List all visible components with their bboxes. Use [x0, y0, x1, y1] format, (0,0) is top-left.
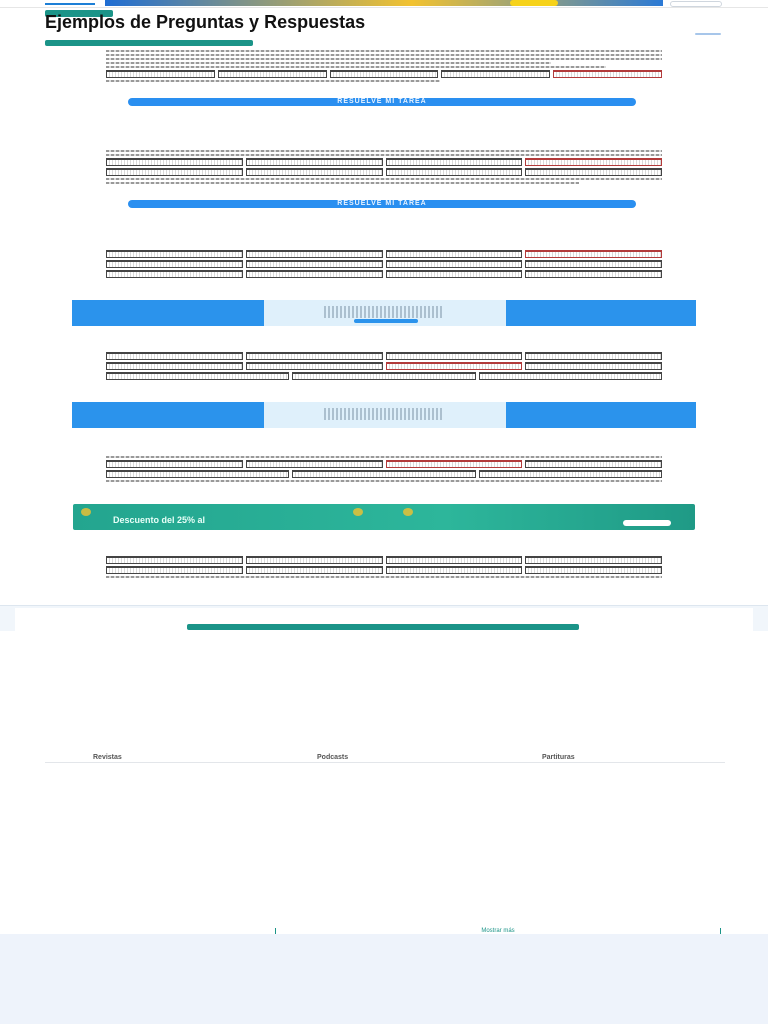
read-more-button[interactable]	[187, 624, 579, 630]
coin-icon	[81, 508, 91, 516]
document-table-cell	[479, 372, 662, 380]
document-table-row	[106, 168, 662, 176]
promo-banner-1[interactable]	[72, 300, 696, 326]
more-options-icon[interactable]	[695, 33, 721, 35]
document-table-cell	[246, 566, 383, 574]
document-table-row	[106, 556, 662, 564]
tab-podcasts[interactable]: Podcasts	[317, 754, 349, 761]
document-table-row	[106, 270, 662, 278]
document-text-line	[106, 576, 662, 578]
promo-banner-center	[264, 402, 506, 428]
document-table-cell	[106, 460, 243, 468]
site-footer	[0, 934, 768, 1024]
document-table-row	[106, 566, 662, 574]
document-table-cell	[386, 270, 523, 278]
document-table-cell	[330, 70, 439, 78]
document-table-cell	[246, 460, 383, 468]
document-page-4	[106, 352, 662, 382]
document-table-cell	[106, 556, 243, 564]
document-page-1	[106, 50, 662, 84]
discount-promo-button[interactable]	[623, 520, 671, 526]
related-documents-list	[277, 700, 707, 709]
document-text-line	[106, 178, 662, 180]
document-table-cell	[386, 362, 523, 370]
document-text-line	[106, 66, 606, 68]
document-table-cell	[246, 260, 383, 268]
document-table-cell	[246, 352, 383, 360]
document-table-cell	[525, 566, 662, 574]
document-table-cell	[525, 460, 662, 468]
promo-cta-button[interactable]	[354, 319, 418, 323]
page-title: Ejemplos de Preguntas y Respuestas	[45, 12, 366, 32]
document-table-cell	[106, 566, 243, 574]
document-table-cell	[479, 470, 662, 478]
read-more-strip	[0, 605, 768, 631]
document-table-cell	[386, 158, 523, 166]
resolve-homework-button[interactable]: RESUELVE MI TAREA	[128, 98, 636, 106]
document-table-cell	[246, 270, 383, 278]
document-table-cell	[525, 362, 662, 370]
document-table-row	[106, 470, 662, 478]
account-menu-button[interactable]	[670, 1, 722, 7]
document-table-cell	[386, 460, 523, 468]
document-table-cell	[246, 250, 383, 258]
document-table-cell	[218, 70, 327, 78]
document-table-cell	[525, 158, 662, 166]
document-table-cell	[106, 362, 243, 370]
document-text-line	[106, 58, 662, 60]
resolve-homework-button[interactable]: RESUELVE MI TAREA	[128, 200, 636, 208]
document-table-row	[106, 372, 662, 380]
document-table-cell	[525, 556, 662, 564]
document-table-cell	[246, 556, 383, 564]
document-table-cell	[246, 158, 383, 166]
document-page-6	[106, 556, 662, 580]
document-text-line	[106, 62, 551, 64]
document-text-line	[106, 154, 662, 156]
top-promo-cta-button[interactable]	[510, 0, 558, 6]
site-logo[interactable]	[45, 3, 95, 5]
document-table-cell	[292, 372, 475, 380]
tab-partituras[interactable]: Partituras	[542, 754, 575, 761]
document-table-cell	[525, 168, 662, 176]
document-table-cell	[106, 260, 243, 268]
read-more-panel	[15, 608, 753, 632]
document-table-cell	[386, 566, 523, 574]
document-table-cell	[553, 70, 662, 78]
document-text-line	[106, 456, 662, 458]
download-button[interactable]	[45, 40, 253, 46]
coin-icon	[353, 508, 363, 516]
tab-revistas[interactable]: Revistas	[93, 754, 122, 761]
discount-promo-banner[interactable]	[73, 504, 695, 530]
document-text-line	[106, 54, 662, 56]
show-more-button[interactable]: Mostrar más	[275, 928, 721, 935]
document-table-row	[106, 260, 662, 268]
document-table-cell	[386, 168, 523, 176]
document-text-line	[106, 480, 662, 482]
document-table-cell	[246, 362, 383, 370]
document-page-5	[106, 456, 662, 484]
document-table-cell	[106, 352, 243, 360]
document-page-3	[106, 250, 662, 280]
promo-banner-2[interactable]	[72, 402, 696, 428]
document-table-cell	[525, 270, 662, 278]
document-table-cell	[106, 270, 243, 278]
document-table-cell	[525, 352, 662, 360]
document-table-row	[106, 352, 662, 360]
document-table-cell	[106, 250, 243, 258]
document-table-cell	[292, 470, 475, 478]
document-table-cell	[106, 168, 243, 176]
promo-illustration	[324, 306, 444, 318]
tabs-divider	[45, 762, 725, 763]
document-table-row	[106, 362, 662, 370]
document-table-cell	[386, 250, 523, 258]
document-table-cell	[106, 372, 289, 380]
discount-promo-title: Descuento del 25% al	[113, 515, 206, 525]
promo-illustration	[324, 408, 444, 420]
document-table-cell	[386, 352, 523, 360]
document-table-row	[106, 70, 662, 78]
document-table-cell	[525, 260, 662, 268]
document-text-line	[106, 182, 579, 184]
promo-banner-center	[264, 300, 506, 326]
document-table-cell	[106, 470, 289, 478]
document-table-cell	[106, 158, 243, 166]
top-promo-banner[interactable]	[105, 0, 663, 6]
coin-icon	[403, 508, 413, 516]
document-table-cell	[441, 70, 550, 78]
document-table-cell	[386, 260, 523, 268]
document-table-row	[106, 460, 662, 468]
document-table-cell	[386, 556, 523, 564]
document-table-cell	[525, 250, 662, 258]
document-table-row	[106, 250, 662, 258]
document-page-2	[106, 150, 662, 186]
document-table-cell	[106, 70, 215, 78]
document-text-line	[106, 150, 662, 152]
document-text-line	[106, 80, 440, 82]
document-text-line	[106, 50, 662, 52]
document-table-cell	[246, 168, 383, 176]
document-table-row	[106, 158, 662, 166]
